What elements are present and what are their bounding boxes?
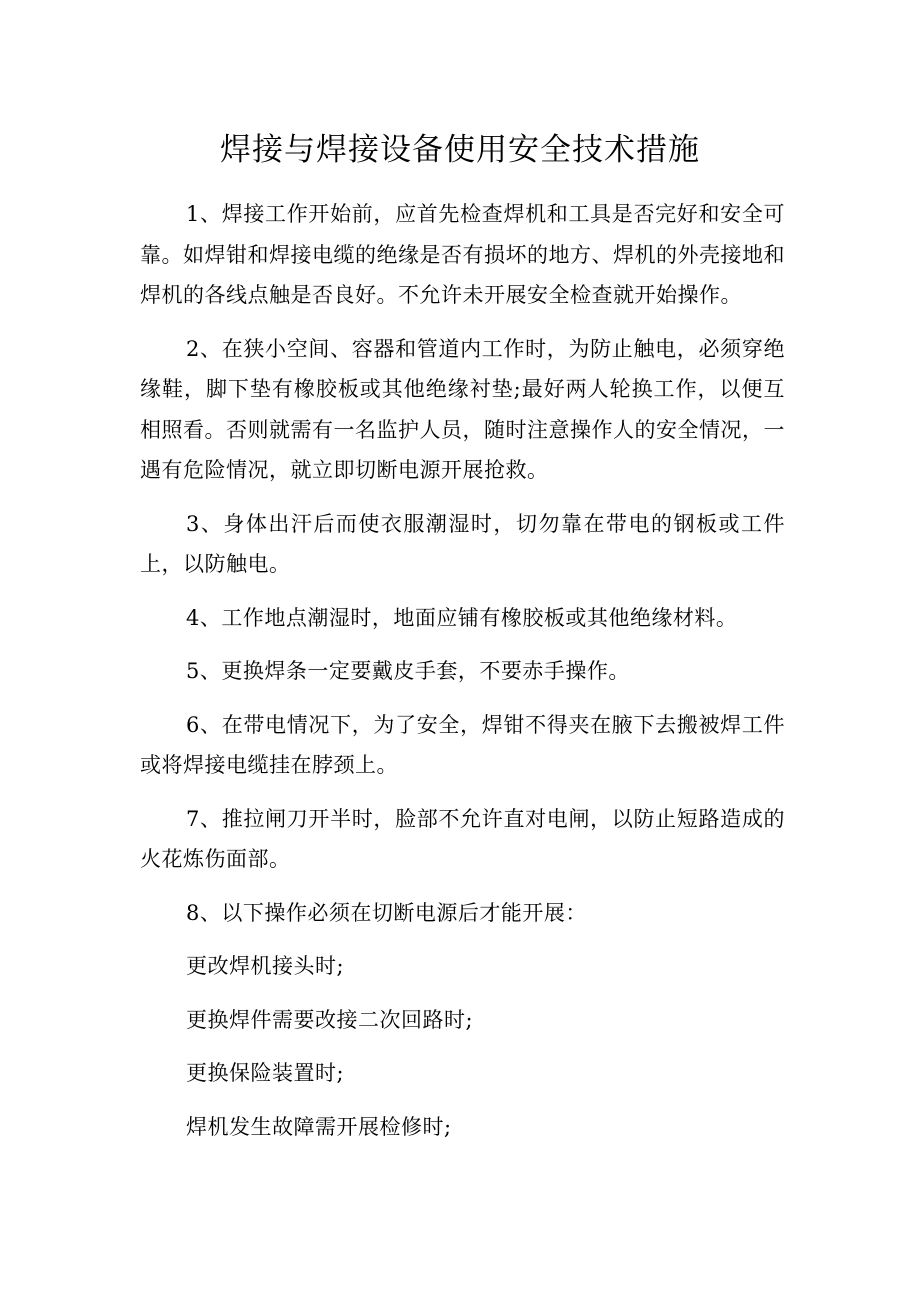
paragraph-2: 2、在狭小空间、容器和管道内工作时，为防止触电，必须穿绝缘鞋，脚下垫有橡胶板或其他绝缘衬垫;最好两人轮换工作，以便互相照看。否则就需有一名监护人员，随时注意操作人的安全情况，一遇有危险情况，就立即切断电源开展抢救。 [140,336,785,482]
paragraph-1: 1、焊接工作开始前，应首先检查焊机和工具是否完好和安全可靠。如焊钳和焊接电缆的绝缘是否有损坏的地方、焊机的外壳接地和焊机的各线点触是否良好。不允许未开展安全检查就开始操作。 [140,202,785,307]
list-item: 更换焊件需要改接二次回路时; [186,1007,474,1032]
document-title: 焊接与焊接设备使用安全技术措施 [220,132,700,168]
paragraph-7: 7、推拉闸刀开半时，脸部不允许直对电闸，以防止短路造成的火花炼伤面部。 [140,806,785,871]
list-item: 焊机发生故障需开展检修时; [186,1114,452,1139]
paragraph-8: 8、以下操作必须在切断电源后才能开展： [186,900,587,925]
paragraph-6: 6、在带电情况下，为了安全，焊钳不得夹在腋下去搬被焊工件或将焊接电缆挂在脖颈上。 [140,712,785,777]
paragraph-3: 3、身体出汗后而使衣服潮湿时，切勿靠在带电的钢板或工件上，以防触电。 [140,511,785,576]
list-item: 更换保险装置时; [186,1061,345,1085]
paragraph-4: 4、工作地点潮湿时，地面应铺有橡胶板或其他绝缘材料。 [186,605,738,630]
document-body [140,194,785,1160]
paragraph-5: 5、更换焊条一定要戴皮手套，不要赤手操作。 [186,659,630,683]
list-item: 更改焊机接头时; [186,954,345,978]
